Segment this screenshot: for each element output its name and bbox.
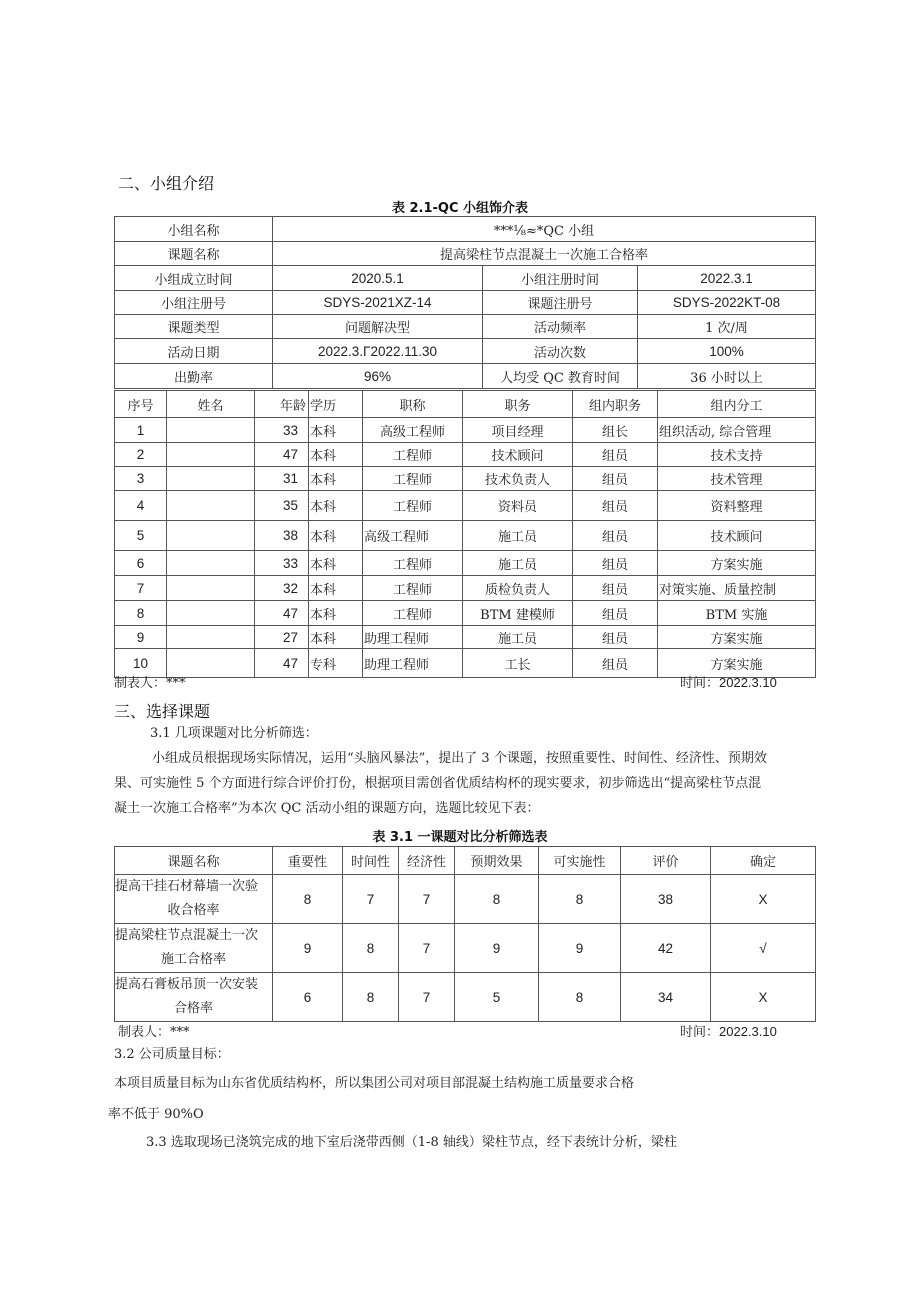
decision-mark: X bbox=[711, 875, 816, 924]
info-label: 活动次数 bbox=[483, 339, 638, 364]
member-role: 组员 bbox=[573, 521, 658, 551]
member-name bbox=[167, 418, 255, 443]
member-role: 组员 bbox=[573, 491, 658, 521]
member-age: 33 bbox=[255, 551, 309, 576]
info-label: 活动日期 bbox=[115, 339, 273, 364]
member-post: 资料员 bbox=[463, 491, 573, 521]
member-duty: 技术管理 bbox=[658, 467, 816, 491]
member-duty: 对策实施、质量控制 bbox=[658, 576, 816, 601]
member-post: 项目经理 bbox=[463, 418, 573, 443]
economy-score: 7 bbox=[399, 973, 455, 1022]
col-header-expected: 预期效果 bbox=[455, 847, 539, 875]
member-row bbox=[115, 551, 816, 576]
member-title: 工程师 bbox=[363, 551, 463, 576]
paragraph-line: 凝土一次施工合格率”为本次 QC 活动小组的课题方向，选题比较见下表： bbox=[114, 801, 540, 816]
paragraph-3-2-line1: 本项目质量目标为山东省优质结构杯，所以集团公司对项目部混凝土结构施工质量要求合格 bbox=[114, 1076, 635, 1091]
col-header-edu: 学历 bbox=[309, 391, 363, 418]
info-row bbox=[115, 242, 816, 266]
col-header-role: 组内职务 bbox=[573, 391, 658, 418]
info-label: 课题注册号 bbox=[483, 291, 638, 315]
member-age: 35 bbox=[255, 491, 309, 521]
team-info-table bbox=[114, 216, 816, 389]
col-header-decision: 确定 bbox=[711, 847, 816, 875]
table-time bbox=[680, 672, 777, 691]
expected-score: 8 bbox=[455, 875, 539, 924]
member-no: 5 bbox=[115, 521, 167, 551]
importance-score: 8 bbox=[273, 875, 343, 924]
col-header-age: 年龄 bbox=[255, 391, 309, 418]
member-role: 组员 bbox=[573, 626, 658, 649]
total-score: 38 bbox=[621, 875, 711, 924]
table-caption-compare: 表 3.1 一课题对比分析筛选表 bbox=[372, 830, 548, 845]
member-title: 助理工程师 bbox=[363, 626, 463, 649]
table-caption-team: 表 2.1-QC 小组饰介表 bbox=[391, 201, 529, 216]
compare-row bbox=[115, 875, 816, 924]
member-post: 施工员 bbox=[463, 551, 573, 576]
table-time-label: 时间： bbox=[680, 676, 720, 691]
member-role: 组员 bbox=[573, 576, 658, 601]
col-header-score: 评价 bbox=[621, 847, 711, 875]
member-no: 10 bbox=[115, 649, 167, 678]
member-age: 47 bbox=[255, 601, 309, 626]
member-row bbox=[115, 491, 816, 521]
table-time-value: 2022.3.10 bbox=[719, 1024, 777, 1039]
member-role: 组员 bbox=[573, 443, 658, 467]
member-age: 27 bbox=[255, 626, 309, 649]
member-name bbox=[167, 521, 255, 551]
paragraph-3-3-line1: 3.3 选取现场已浇筑完成的地下室后浇带西侧（1-8 轴线）梁柱节点，经下表统计分析，梁柱 bbox=[146, 1135, 677, 1150]
topic-name-line2: 收合格率 bbox=[167, 903, 220, 918]
member-post: 质检负责人 bbox=[463, 576, 573, 601]
topic-name-line2: 合格率 bbox=[173, 1001, 213, 1016]
topic-compare-table bbox=[114, 846, 816, 1022]
member-duty: 组织活动, 综合管理 bbox=[658, 418, 816, 443]
member-duty: 方案实施 bbox=[658, 551, 816, 576]
economy-score: 7 bbox=[399, 875, 455, 924]
member-edu: 本科 bbox=[309, 521, 363, 551]
expected-score: 5 bbox=[455, 973, 539, 1022]
importance-score: 9 bbox=[273, 924, 343, 973]
info-label: 小组注册时间 bbox=[483, 266, 638, 291]
info-row bbox=[115, 315, 816, 339]
col-header-economy: 经济性 bbox=[399, 847, 455, 875]
compare-row bbox=[115, 924, 816, 973]
member-age: 47 bbox=[255, 443, 309, 467]
col-header-importance: 重要性 bbox=[273, 847, 343, 875]
member-row bbox=[115, 467, 816, 491]
col-header-post: 职务 bbox=[463, 391, 573, 418]
info-value: 36 小时以上 bbox=[638, 364, 816, 389]
member-post: 技术负责人 bbox=[463, 467, 573, 491]
total-score: 42 bbox=[621, 924, 711, 973]
member-post: 施工员 bbox=[463, 521, 573, 551]
member-title: 助理工程师 bbox=[363, 649, 463, 678]
member-row bbox=[115, 576, 816, 601]
member-name bbox=[167, 601, 255, 626]
member-age: 33 bbox=[255, 418, 309, 443]
team-name-value: ***⅛≈*QC 小组 bbox=[273, 217, 816, 242]
member-role: 组员 bbox=[573, 601, 658, 626]
info-label: 课题名称 bbox=[115, 242, 273, 266]
feasibility-score: 8 bbox=[539, 875, 621, 924]
table-maker: 制表人：*** bbox=[114, 676, 186, 691]
feasibility-score: 9 bbox=[539, 924, 621, 973]
subheading-3-1: 3.1 几项课题对比分析筛选： bbox=[150, 726, 318, 741]
compare-header-row bbox=[115, 847, 816, 875]
topic-name-line2: 施工合格率 bbox=[160, 952, 226, 967]
info-label: 出勤率 bbox=[115, 364, 273, 389]
member-name bbox=[167, 443, 255, 467]
col-header-name: 姓名 bbox=[167, 391, 255, 418]
section-heading-team-intro: 二、小组介绍 bbox=[118, 174, 215, 193]
member-edu: 本科 bbox=[309, 418, 363, 443]
info-label: 小组注册号 bbox=[115, 291, 273, 315]
member-age: 47 bbox=[255, 649, 309, 678]
member-post: 技术顾问 bbox=[463, 443, 573, 467]
member-row bbox=[115, 443, 816, 467]
member-role: 组员 bbox=[573, 551, 658, 576]
info-value: 1 次/周 bbox=[638, 315, 816, 339]
paragraph-3-1 bbox=[114, 746, 824, 821]
member-duty: 方案实施 bbox=[658, 649, 816, 678]
timeliness-score: 8 bbox=[343, 924, 399, 973]
col-header-no: 序号 bbox=[115, 391, 167, 418]
info-value: SDYS-2022KT-08 bbox=[638, 291, 816, 315]
info-row bbox=[115, 339, 816, 364]
member-name bbox=[167, 467, 255, 491]
info-value: 问题解决型 bbox=[273, 315, 483, 339]
info-value: 2020.5.1 bbox=[273, 266, 483, 291]
info-row bbox=[115, 364, 816, 389]
member-duty: 技术顾问 bbox=[658, 521, 816, 551]
member-edu: 专科 bbox=[309, 649, 363, 678]
member-post: 工长 bbox=[463, 649, 573, 678]
subheading-3-2: 3.2 公司质量目标： bbox=[114, 1047, 230, 1062]
member-title: 工程师 bbox=[363, 601, 463, 626]
topic-name bbox=[115, 875, 273, 924]
topic-name-value: 提高梁柱节点混凝土一次施工合格率 bbox=[273, 242, 816, 266]
member-row bbox=[115, 418, 816, 443]
member-edu: 本科 bbox=[309, 551, 363, 576]
paragraph-line: 小组成员根据现场实际情况，运用“头脑风暴法”，提出了 3 个课题，按照重要性、时间性、经济性、预期效 bbox=[152, 751, 767, 766]
member-title: 工程师 bbox=[363, 467, 463, 491]
info-row bbox=[115, 291, 816, 315]
col-header-duty: 组内分工 bbox=[658, 391, 816, 418]
member-no: 8 bbox=[115, 601, 167, 626]
member-title: 工程师 bbox=[363, 443, 463, 467]
member-no: 4 bbox=[115, 491, 167, 521]
member-duty: 技术支持 bbox=[658, 443, 816, 467]
member-edu: 本科 bbox=[309, 491, 363, 521]
member-edu: 本科 bbox=[309, 626, 363, 649]
member-duty: 方案实施 bbox=[658, 626, 816, 649]
expected-score: 9 bbox=[455, 924, 539, 973]
member-title: 工程师 bbox=[363, 491, 463, 521]
info-value: 100% bbox=[638, 339, 816, 364]
member-age: 31 bbox=[255, 467, 309, 491]
members-table bbox=[114, 390, 816, 678]
member-title: 高级工程师 bbox=[363, 418, 463, 443]
topic-name-line1: 提高梁柱节点混凝土一次 bbox=[115, 928, 259, 943]
member-name bbox=[167, 551, 255, 576]
info-value: 2022.3.1 bbox=[638, 266, 816, 291]
economy-score: 7 bbox=[399, 924, 455, 973]
member-role: 组员 bbox=[573, 649, 658, 678]
topic-name bbox=[115, 973, 273, 1022]
member-duty: BTM 实施 bbox=[658, 601, 816, 626]
decision-mark: √ bbox=[711, 924, 816, 973]
timeliness-score: 7 bbox=[343, 875, 399, 924]
info-label: 活动频率 bbox=[483, 315, 638, 339]
compare-row bbox=[115, 973, 816, 1022]
member-row bbox=[115, 601, 816, 626]
member-no: 1 bbox=[115, 418, 167, 443]
member-no: 2 bbox=[115, 443, 167, 467]
section-heading-select-topic: 三、选择课题 bbox=[114, 702, 211, 721]
table-time-value: 2022.3.10 bbox=[719, 675, 777, 690]
member-edu: 本科 bbox=[309, 576, 363, 601]
member-age: 32 bbox=[255, 576, 309, 601]
info-value: 96% bbox=[273, 364, 483, 389]
info-row bbox=[115, 217, 816, 242]
member-title: 高级工程师 bbox=[363, 521, 463, 551]
member-row bbox=[115, 521, 816, 551]
col-header-topic: 课题名称 bbox=[115, 847, 273, 875]
col-header-title: 职称 bbox=[363, 391, 463, 418]
topic-name-line1: 提高石膏板吊顶一次安装 bbox=[115, 977, 259, 992]
table-maker: 制表人：*** bbox=[118, 1025, 190, 1040]
info-row bbox=[115, 266, 816, 291]
member-name bbox=[167, 626, 255, 649]
member-no: 7 bbox=[115, 576, 167, 601]
info-label: 课题类型 bbox=[115, 315, 273, 339]
info-value: SDYS-2021XZ-14 bbox=[273, 291, 483, 315]
member-post: BTM 建模师 bbox=[463, 601, 573, 626]
table-time bbox=[680, 1021, 777, 1040]
table-time-label: 时间： bbox=[680, 1025, 720, 1040]
member-duty: 资料整理 bbox=[658, 491, 816, 521]
member-edu: 本科 bbox=[309, 601, 363, 626]
member-no: 9 bbox=[115, 626, 167, 649]
topic-name-line1: 提高干挂石材幕墙一次验 bbox=[115, 879, 259, 894]
paragraph-3-2-line2: 率不低于 90%O bbox=[108, 1107, 204, 1122]
col-header-timeliness: 时间性 bbox=[343, 847, 399, 875]
members-header-row bbox=[115, 391, 816, 418]
decision-mark: X bbox=[711, 973, 816, 1022]
feasibility-score: 8 bbox=[539, 973, 621, 1022]
info-value: 2022.3.Γ2022.11.30 bbox=[273, 339, 483, 364]
member-edu: 本科 bbox=[309, 467, 363, 491]
topic-name bbox=[115, 924, 273, 973]
member-row bbox=[115, 626, 816, 649]
total-score: 34 bbox=[621, 973, 711, 1022]
paragraph-line: 果、可实施性 5 个方面进行综合评价打份，根据项目需创省优质结构杯的现实要求，初步筛选出“提高梁柱节点混 bbox=[114, 776, 762, 791]
info-label: 小组成立时间 bbox=[115, 266, 273, 291]
member-post: 施工员 bbox=[463, 626, 573, 649]
member-name bbox=[167, 576, 255, 601]
member-title: 工程师 bbox=[363, 576, 463, 601]
info-label: 小组名称 bbox=[115, 217, 273, 242]
member-role: 组长 bbox=[573, 418, 658, 443]
member-edu: 本科 bbox=[309, 443, 363, 467]
member-no: 6 bbox=[115, 551, 167, 576]
member-age: 38 bbox=[255, 521, 309, 551]
importance-score: 6 bbox=[273, 973, 343, 1022]
info-label: 人均受 QC 教育时间 bbox=[483, 364, 638, 389]
timeliness-score: 8 bbox=[343, 973, 399, 1022]
member-name bbox=[167, 491, 255, 521]
member-role: 组员 bbox=[573, 467, 658, 491]
member-no: 3 bbox=[115, 467, 167, 491]
col-header-feasibility: 可实施性 bbox=[539, 847, 621, 875]
